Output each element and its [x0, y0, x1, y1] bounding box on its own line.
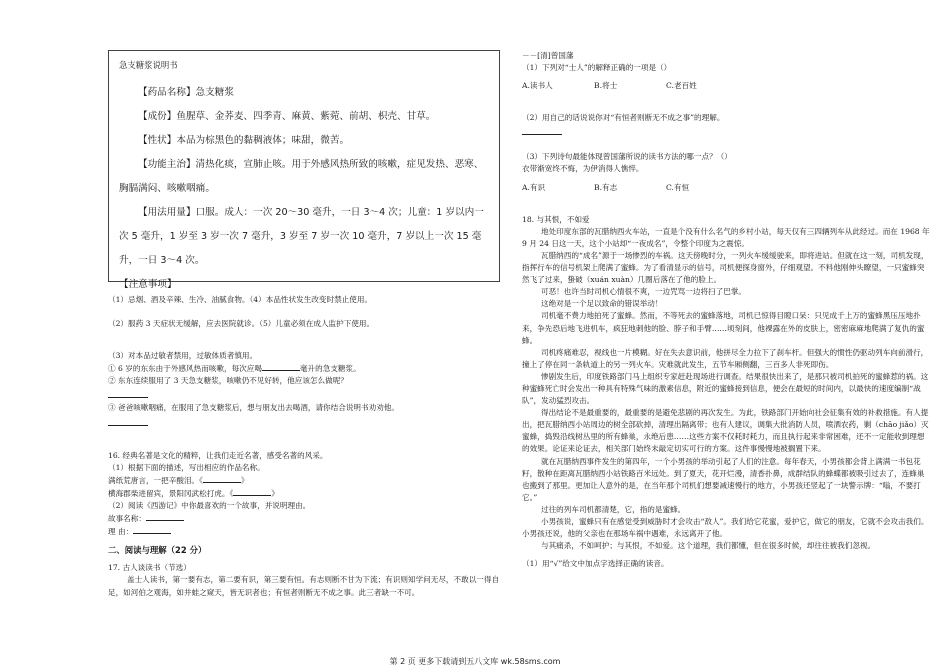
q18-title: 18. 与其恨，不如爱	[522, 214, 590, 224]
answer-blank[interactable]	[522, 124, 562, 135]
note-line: （1）忌烟、酒及辛辣、生冷、油腻食物。（4）本品性状发生改变时禁止使用。	[108, 295, 373, 304]
medicine-instructions-box	[108, 50, 500, 291]
story-name-line: 故事名称：	[108, 512, 500, 525]
option[interactable]: B.将士	[594, 81, 618, 91]
q18-paragraph: 可恶！也许当时司机心情很不爽，一边咒骂一边将扫了巴掌。	[541, 287, 747, 297]
q17-passage: 盖士人读书，第一要有志，第二要有识，第三要有恒。有志则断不甘为下流；有识则知学问无尽，不敢以一得自足，如河伯之观海，如井蛙之窥天，皆无识者也；有恒者则断无不成之事。此三者缺一不可。	[108, 575, 500, 597]
answer-blank[interactable]	[146, 512, 184, 521]
answer-blank[interactable]	[108, 415, 148, 426]
answer-blank[interactable]	[233, 487, 271, 496]
option[interactable]: A.读书人	[522, 81, 553, 91]
q17-2: （2）用自己的话说说你对“有恒者则断无不成之事”的理解。	[522, 113, 725, 123]
answer-blank[interactable]	[262, 362, 300, 371]
q18-paragraph: 瓦腊纳西的“成名”源于一场惨烈的车祸。这天傍晚时分，一列火车缓缓驶来，即将进站。但就在这一刻，司机发现，指挥行车的信号机架上爬满了蜜蜂。为了看清显示的信号，司机便探身窗外，仔细观望。不料他刚伸头瞭望，一只蜜蜂突然飞了过来，蛰破（xuán xuàn）几圈后落在了他的脸上。	[522, 250, 929, 285]
q3-a: ① 6 岁的东东由于外感风热而咳嗽，每次应喝 毫升的急支糖浆。	[108, 364, 361, 374]
q18-paragraph: 地处印度东部的瓦腊纳西火车站，一直是个没有什么名气的乡村小站，每天仅有三四辆列车从此经过。而在 1968 年 9 月 24 日这一天，这个小站却“一夜成名”，令整个印度为之震惊。	[522, 226, 930, 248]
q3-c: ③ 爸爸咳嗽咽痛，在服用了急支糖浆后，想与朋友出去喝酒，请你结合说明书劝劝他。	[108, 403, 399, 413]
q17-1-options	[522, 80, 932, 92]
q18-paragraph: 司机疼痛难忍，视线也一片模糊。好在失去意识前，他拼尽全力拉下了刹车杆。但强大的惯性仍驱动列车向前滑行，撞上了停在同一条轨道上的另一列火车。灾难就此发生，五节车厢侧翻，三百多人非死即伤。	[522, 347, 929, 369]
right-column	[522, 50, 932, 570]
reason-line: 理 由：	[108, 525, 500, 538]
section-heading: 二、阅读与理解（22 分）	[108, 545, 207, 556]
box-line: 【性状】本品为棕黑色的黏稠液体；味甜，微苦。	[138, 135, 350, 147]
box-title: 急支糖浆说明书	[119, 60, 178, 70]
answer-blank[interactable]	[203, 474, 241, 483]
answer-blank[interactable]	[133, 525, 171, 534]
option[interactable]: B.有志	[594, 182, 618, 192]
option[interactable]: C.老百姓	[666, 81, 697, 91]
q17-3-options	[522, 182, 932, 194]
q3-b: ② 东东连续服用了 3 天急支糖浆，咳嗽仍不见好转，他应该怎么做呢？	[108, 376, 348, 386]
box-line: 【药品名称】急支糖浆	[138, 87, 234, 99]
page-footer: 第 2 页 更多下载请到五八文库 wk.58sms.com	[389, 657, 561, 666]
box-line: 【功能主治】清热化痰，宣肺止咳。用于外感风热所致的咳嗽，症见发热、恶寒、胸膈满闷、咳嗽咽痛。	[119, 159, 484, 195]
q18-paragraph: 就在瓦腊纳西事件发生的第四年，一个小男孩的举动引起了人们的注意。每年春天，小男孩都会背上满满一书包花籽，散种在距离瓦腊纳西小站铁路百米远处。到了夏天，花开烂漫，清香扑鼻，成群结队的蜂蝶都被吸引过去了，连蜂巢也搬到了那里。更加让人意外的是，在当年那个司机们想要减速慢行的地方，小男孩还竖起了一块警示牌：“嗡，不要打它。”	[522, 456, 925, 502]
q18-paragraph: 惨剧发生后，印度铁路部门马上组织专家赶赴现场进行调查。结果很快出来了，是那只被司机拍死的蜜蜂惹的祸。这种蜜蜂死亡时会发出一种具有特殊气味的激素信息，附近的蜜蜂接到信息，便会在最短的时间内，以最快的速度编制“战队”，发动猛烈攻击。	[522, 371, 929, 406]
q16-part1: （1）根据下面的描述，写出相应的作品名称。	[108, 462, 265, 472]
q16-b: 横海郡柴进留宾，景阳冈武松打虎。《 》	[108, 488, 279, 498]
q18-paragraph: 得出结论不是最重要的，最重要的是避免悲剧的再次发生。为此，铁路部门开始向社会征集有效的补救措施。有人提出，把瓦腊纳西小站周边的树全部砍掉，清理出隔离带；也有人建议，调集大批消防人员，喷洒农药，剿（chāo jiǎo）灭蜜蜂，捣毁沿线树丛里的所有蜂巢，永绝后患……这些方案不仅耗时耗力，而且执行起来非常困难，还不一定能收到理想的效果。论证来论证去，相关部门始终未敲定切实可行的方案。这件事慢慢地被搁置下来。	[522, 408, 929, 454]
q17-3-poem: 衣带渐宽终不悔，为伊消得人憔悴。	[522, 164, 644, 174]
q18-paragraph: 这绝对是一个足以致命的错误举动！	[541, 299, 663, 309]
answer-blank[interactable]	[108, 387, 148, 398]
q18-paragraph: 与其痛杀，不如呵护；与其恨，不如爱。这个道理，我们都懂，但在很多时候，却往往被我们忽视。	[541, 541, 876, 551]
q18-paragraph: 司机毫不费力地拍死了蜜蜂。然而，不等死去的蜜蜂落地，司机已惊得目瞪口呆：只见成千上万的蜜蜂黑压压地扑来，争先恐后地飞进机车，疯狂地刺他的脸、脖子和手臂……顷刻间，他裸露在外的皮肤上，密密麻麻地爬满了复仇的蜜蜂。	[522, 311, 925, 345]
option[interactable]: A.有识	[522, 182, 546, 192]
q16-a: 满纸荒唐言，一把辛酸泪。《 》	[108, 475, 249, 485]
q17-title: 17. 古人谈读书（节选）	[108, 563, 191, 573]
q17-3: （3）下列诗句最能体现曾国藩所说的读书方法的哪一点？（）	[522, 152, 732, 162]
q16-part2: （2）阅读《西游记》中你最喜欢的一个故事，并说明理由。	[108, 500, 311, 510]
box-line: 【用法用量】口服。成人：一次 20～30 毫升，一日 3～4 次；儿童：1 岁以内一次 5 毫升，1 岁至 3 岁一次 7 毫升，3 岁至 7 岁一次 10 毫升，7 岁以上一次 15 毫升，一日 3～4 次。	[119, 207, 484, 267]
q18-1: （1）用“√”给文中加点字选择正确的读音。	[522, 559, 669, 569]
q3-intro: （3）对本品过敏者禁用，过敏体质者慎用。	[108, 351, 258, 361]
q17-1: （1）下列对“士人”的解释正确的一项是（）	[522, 63, 672, 73]
option[interactable]: C.有恒	[666, 182, 690, 192]
q18-paragraph: 过往的列车司机都清楚，它，指的是蜜蜂。	[541, 504, 686, 514]
box-line: 【成份】鱼腥草、金荞麦、四季青、麻黄、紫菀、前胡、枳壳、甘草。	[138, 111, 436, 123]
q17-source: －－[清]曾国藩	[522, 51, 574, 60]
note-line: （2）服药 3 天症状无缓解，应去医院就诊。（5）儿童必须在成人监护下使用。	[108, 319, 375, 329]
left-column	[108, 50, 500, 599]
q18-paragraph: 小男孩说，蜜蜂只有在感觉受到威胁时才会攻击“敌人”。我们给它花蜜，爱护它，做它的朋友，它就不会攻击我们。小男孩还说，他的父亲也在那场车祸中遇难，永远离开了他。	[522, 517, 929, 539]
box-line: 【注意事项】	[119, 279, 177, 291]
q16-title: 16. 经典名著是文化的精粹，让我们走近名著，感受名著的风采。	[108, 450, 328, 460]
